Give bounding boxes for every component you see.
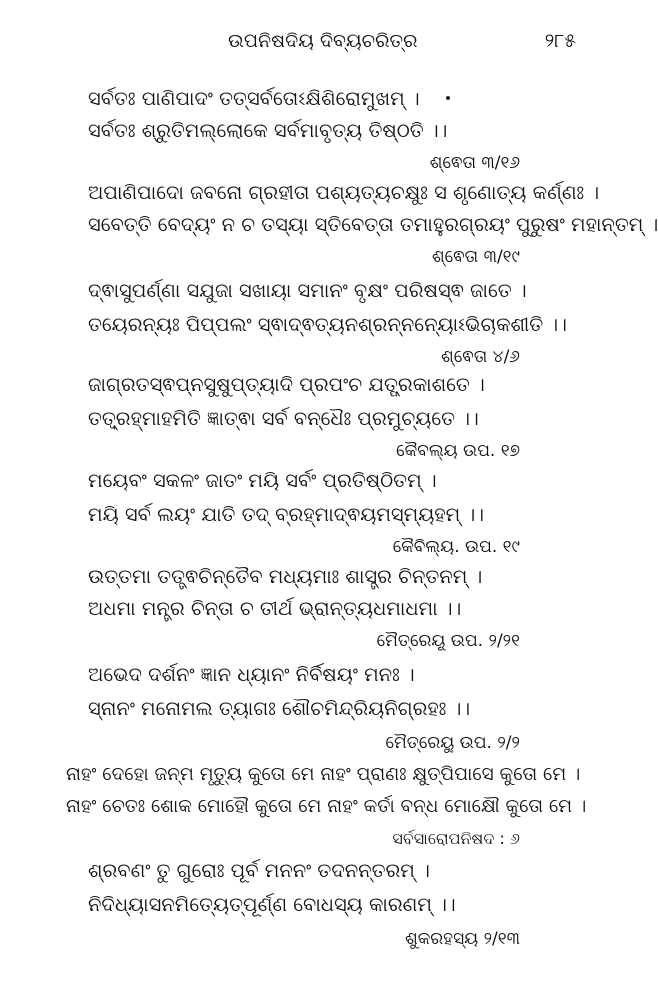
verse-line: ନାହଂ ଦେହୋ ଜନ୍ମ ମୃତ୍ୟୁ କୁତୋ ମେ ନାହଂ ପ୍ରାଣଃ କ୍ଷୁତ୍ପିପାସେ କୁତୋ ମେ ।	[66, 764, 581, 785]
verse-line: ଅଧମା ମନ୍ତ୍ର ଚିନ୍ତା ଚ ତୀର୍ଥ ଭ୍ରାନ୍ତ୍ୟଧମାଧମା ।।	[88, 597, 462, 620]
verse-reference: ସର୍ବସାରୋପନିଷଦ : ୬	[392, 829, 520, 848]
verse-line: ନିଦିଧ୍ୟାସନମିତ୍ୟେତ୍ପୂର୍ଣ୍ଣ ବୋଧସ୍ୟ କାରଣମ୍ ।।	[88, 893, 456, 916]
verse-line: ସ୍ନାନଂ ମନୋମଲ ତ୍ୟାଗଃ ଶୌଚମିନ୍ଦ୍ରିୟନିଗ୍ରହଃ ।।	[88, 697, 471, 720]
verse-line: ଶ୍ରବଣଂ ତୁ ଗୁରୋଃ ପୂର୍ବ ମନନଂ ତଦନନ୍ତରମ୍ ।	[88, 859, 430, 882]
verse-reference: ମୈତ୍ରେୟୂ ଉପ. ୨/୨୧	[376, 631, 520, 651]
verse-line: ମୟି ସର୍ବ ଲୟଂ ଯାତି ତଦ୍ ବ୍ରହ୍ମାଦ୍ଵୟମସ୍ମ୍ୟହମ୍ ।।	[88, 503, 485, 526]
verse-line: ସର୍ବତଃ ପାଣିପାଦଂ ତତ୍ସର୍ବତୋଽକ୍ଷିଶିରୋମୁଖମ୍ ।	[88, 87, 420, 110]
verse-line: ତତ୍ବ୍ରହ୍ମାହମିତି ଜ୍ଞାତ୍ଵା ସର୍ବ ବନ୍ଧୈଃ ପ୍ରମୁଚ୍ୟତେ ।।	[88, 407, 479, 430]
page-header	[0, 30, 600, 60]
verse-line: ଅଭେଦ ଦର୍ଶନଂ ଜ୍ଞାନ ଧ୍ୟାନଂ ନିର୍ବିଷୟଂ ମନଃ ।	[88, 663, 415, 686]
verse-reference: କୈବଲ୍ୟ ଉପ. ୧୭	[396, 441, 520, 461]
verse-reference: ଶ୍ଵେତା ୪/୬	[441, 347, 520, 367]
verse-line: ତୟେରନ୍ୟଃ ପିପ୍ପଲଂ ସ୍ଵାଦ୍ଵତ୍ୟନଶ୍ରନ୍ନନ୍ୟୋଽଭିଚାକଶୀତି ।।	[88, 313, 567, 336]
verse-line: ଉତ୍ତମା ତତ୍ତ୍ଵଚିନ୍ତୈବ ମଧ୍ୟମାଃ ଶାସ୍ତ୍ର ଚିନ୍ତନମ୍ ।	[88, 565, 483, 588]
running-title: ଉପନିଷଦିୟ ଦିବ୍ୟଚରିତ୍ର	[228, 30, 418, 52]
verse-line: ଅପାଣିପାଦୋ ଜବନୋ ଗ୍ରହୀତା ପଶ୍ୟତ୍ୟଚକ୍ଷୁଃ ସ ଶୃଣୋତ୍ୟ କର୍ଣ୍ଣଃ ।	[88, 181, 600, 204]
verse-line: ସର୍ବତଃ ଶ୍ରୁତିମଲ୍ଲୋକେ ସର୍ବମାବୃତ୍ୟ ତିଷ୍ଠତି ।।	[88, 119, 448, 142]
verse-line: ନାହଂ ଚେତଃ ଶୋକ ମୋହୌ କୁତୋ ମେ ନାହଂ କର୍ତା ବନ୍ଧ ମୋକ୍ଷୌ କୁତୋ ମେ ।	[66, 796, 587, 817]
page-number: ୨୮୫	[544, 30, 576, 52]
stray-dot-mark	[446, 96, 450, 100]
verse-line: ଜାଗ୍ରତସ୍ଵପ୍ନସୁଷୁପ୍ତ୍ୟାଦି ପ୍ରପଂଚ ଯତ୍ପ୍ରକାଶତେ ।	[88, 373, 485, 396]
verse-line: ମୟେବଂ ସକଳଂ ଜାତଂ ମୟି ସର୍ବଂ ପ୍ରତିଷ୍ଠିତମ୍ ।	[88, 469, 437, 492]
verse-reference: କୈବିଲ୍ୟ. ଉପ. ୧୯	[392, 537, 520, 557]
verse-line: ଦ୍ଵାସୁପର୍ଣ୍ଣା ସଯୁଜା ସଖାୟା ସମାନଂ ବୃକ୍ଷଂ ପରିଷସ୍ଵ ଜାତେ ।	[88, 279, 527, 302]
verse-reference: ମୈତ୍ରେୟୁ ଉପ. ୨/୨	[385, 733, 520, 753]
verse-reference: ଶ୍ଵେତା ୩/୧୯	[432, 247, 520, 267]
verse-reference: ଶ୍ଵେତା ୩/୧୬	[429, 153, 520, 173]
verse-line: ସବେତ୍ତି ବେଦ୍ୟଂ ନ ଚ ତସ୍ୟା ସ୍ତିବେତ୍ତା ତମାହୁରଗ୍ରୟଂ ପୁରୁଷଂ ମହାନ୍ତମ୍ ।	[88, 213, 658, 236]
verse-reference: ଶୁକରହସ୍ୟ ୨/୧୩	[405, 929, 520, 949]
